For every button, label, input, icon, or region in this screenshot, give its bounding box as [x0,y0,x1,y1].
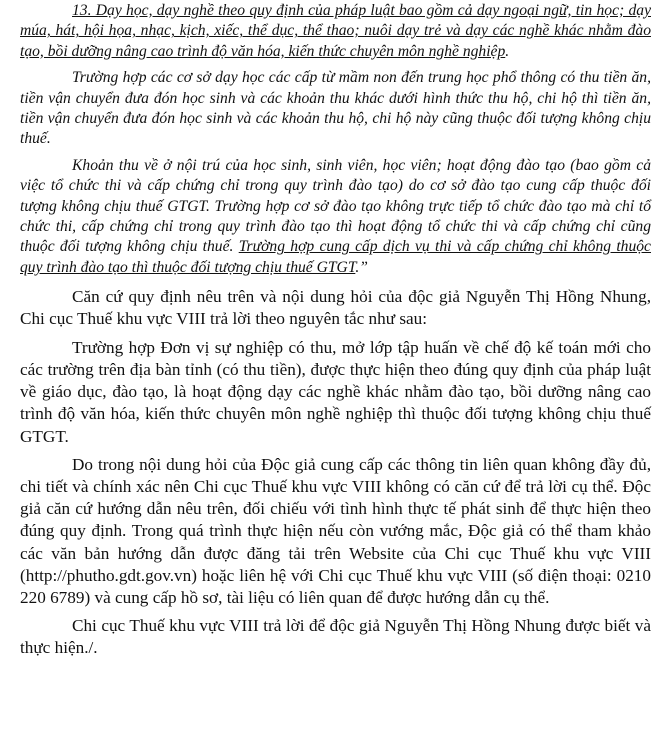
quoted-regulation [20,1,651,278]
quote-boarding-end: .” [355,258,368,276]
quote-boarding-underlined: Trường hợp cung cấp dịch vụ thi và cấp chứng chỉ không thuộc quy trình đào tạo thì thuộc đối tượng chịu thuế GTGT [20,238,651,276]
answer-paragraph-closing: Chi cục Thuế khu vực VIII trả lời để độc giả Nguyễn Thị Hồng Nhung được biết và thực hiện./. [20,616,651,658]
quote-paragraph-meals: Trường hợp các cơ sở dạy học các cấp từ mầm non đến trung học phổ thông có thu tiền ăn, tiền vận chuyển đưa đón học sinh và các khoản thu khác dưới hình thức thu hộ, chi hộ thì tiền ăn, tiền vận chuyển đưa đón học sinh và các khoản thu hộ, chi hộ này cũng thuộc đối tượng không chịu thuế. [20,69,651,148]
quote-paragraph-boarding [20,156,651,278]
quote-item-13-end: . [505,42,510,60]
answer-body [20,286,651,659]
answer-paragraph-basis: Căn cứ quy định nêu trên và nội dung hỏi của độc giả Nguyễn Thị Hồng Nhung, Chi cục Thuế khu vực VIII trả lời theo nguyên tắc như sau: [20,287,651,329]
document-page [0,1,661,744]
quote-boarding-text: Khoản thu về ở nội trú của học sinh, sinh viên, học viên; hoạt động đào tạo (bao gồm cả việc tổ chức thi và cấp chứng chỉ trong quy trình đào tạo) do cơ sở đào tạo cung cấp thuộc đối tượng không chịu thuế GTGT. Trường hợp cơ sở đào tạo không trực tiếp tổ chức đào tạo mà chỉ tổ chức thi, cấp chứng chỉ trong quy trình đào tạo thì hoạt động tổ chức thi và cấp chứng chỉ cũng thuộc đối tượng không chịu thuế. [20,156,651,256]
answer-paragraph-case: Trường hợp Đơn vị sự nghiệp có thu, mở lớp tập huấn về chế độ kế toán mới cho các trường trên địa bàn tỉnh (có thu tiền), được thực hiện theo đúng quy định của pháp luật về giáo dục, đào tạo, là hoạt động dạy các nghề khác nhằm đào tạo, bồi dưỡng nâng cao trình độ văn hóa, kiến thức chuyên môn nghề nghiệp thì thuộc đối tượng không chịu thuế GTGT. [20,337,651,446]
quote-item-13-text: 13. Dạy học, dạy nghề theo quy định của pháp luật bao gồm cả dạy ngoại ngữ, tin học; dạy múa, hát, hội họa, nhạc, kịch, xiếc, thể dục, thể thao; nuôi dạy trẻ và dạy các nghề khác nhằm đào tạo, bồi dưỡng nâng cao trình độ văn hóa, kiến thức chuyên môn nghề nghiệp [20,2,651,60]
answer-paragraph-note: Do trong nội dung hỏi của Độc giả cung cấp các thông tin liên quan không đầy đủ, chi tiết và chính xác nên Chi cục Thuế khu vực VIII không có căn cứ để trả lời cụ thể. Độc giả căn cứ hướng dẫn nêu trên, đối chiếu với tình hình thực tế phát sinh để thực hiện theo đúng quy định. Trong quá trình thực hiện nếu còn vướng mắc, Độc giả có thể tham khảo các văn bản hướng dẫn được đăng tải trên Website của Chi cục Thuế khu vực VIII (http://phutho.gdt.gov.vn) hoặc liên hệ với Chi cục Thuế khu vực VIII (số điện thoại: 0210 220 6789) và cung cấp hồ sơ, tài liệu có liên quan để được hướng dẫn cụ thể. [20,454,651,607]
quote-paragraph-13 [20,1,651,62]
